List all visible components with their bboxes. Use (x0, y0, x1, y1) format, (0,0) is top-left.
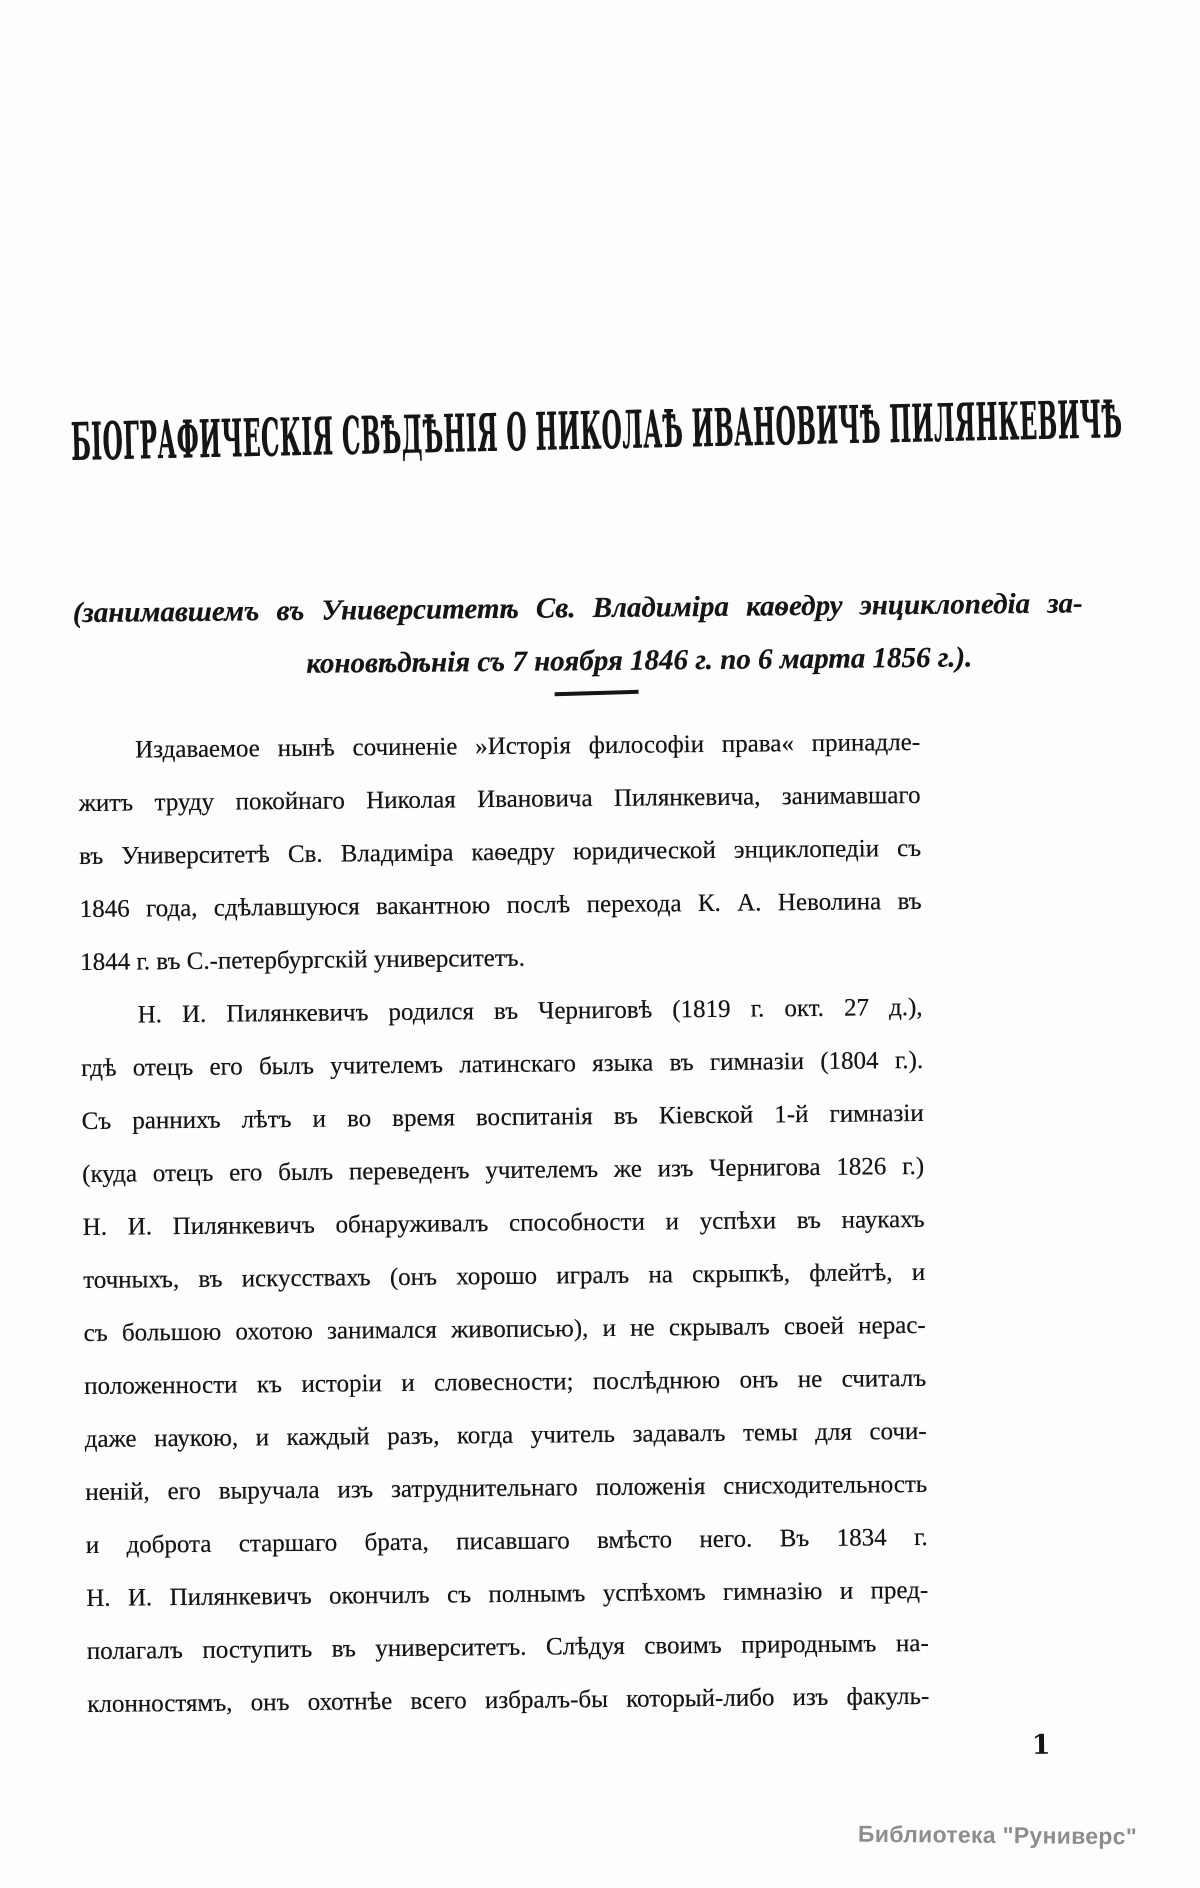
library-watermark: Библиотека "Руниверс" (857, 1820, 1138, 1850)
body-line: въ Университетѣ Св. Владиміра каѳедру юридической энциклопедіи съ (79, 834, 922, 870)
body-line: житъ труду покойнаго Николая Ивановича Пилянкевича, занимавшаго (78, 781, 921, 817)
body-line: 1844 г. въ С.-петербургскій университетъ. (80, 944, 526, 976)
body-line: Съ раннихъ лѣтъ и во время воспитанія въ Кіевской 1-й гимназіи (81, 1099, 924, 1135)
body-line: 1846 года, сдѣлавшуюся вакантною послѣ перехода К. А. Неволина въ (79, 887, 922, 923)
section-divider-rule (555, 690, 639, 697)
page-number: 1 (1031, 1729, 1051, 1761)
body-line: клонностямъ, онъ охотнѣе всего избралъ-бы который-либо изъ факуль- (87, 1682, 930, 1718)
body-line: полагалъ поступить въ университетъ. Слѣдуя своимъ природнымъ на- (86, 1629, 929, 1665)
body-line: гдѣ отецъ его былъ учителемъ латинскаго языка въ гимназіи (1804 г.). (81, 1046, 924, 1082)
body-text (78, 716, 930, 1731)
body-line: (куда отецъ его былъ переведенъ учителемъ же изъ Чернигова 1826 г.) (82, 1152, 925, 1188)
body-line: даже наукою, и каждый разъ, когда учитель задавалъ темы для сочи- (84, 1417, 927, 1453)
subtitle-line: (занимавшемъ въ Университетѣ Св. Владиміра каѳедру энциклопедіа за- (72, 587, 1083, 630)
page-title: БІОГРАФИЧЕСКІЯ СВѢДѢНІЯ О НИКОЛАѢ ИВАНОВИЧѢ ПИЛЯНКЕВИЧѢ (70, 389, 1123, 474)
body-line: неній, его выручала изъ затруднительнаго положенія снисходительность (85, 1470, 928, 1506)
body-line: точныхъ, въ искусствахъ (онъ хорошо игралъ на скрыпкѣ, флейтѣ, и (83, 1258, 926, 1294)
body-line: Н. И. Пилянкевичъ окончилъ съ полнымъ успѣхомъ гимназію и пред- (86, 1576, 929, 1612)
body-line: положенности къ исторіи и словесности; послѣднюю онъ не считалъ (84, 1364, 927, 1400)
subtitle-line: коновѣдѣнія съ 7 ноября 1846 г. по 6 марта 1856 г.). (306, 641, 973, 680)
body-line: Н. И. Пилянкевичъ родился въ Черниговѣ (1819 г. окт. 27 д.), (137, 993, 923, 1029)
subtitle-block (73, 577, 1084, 693)
body-line: Издаваемое нынѣ сочиненіе »Исторія философіи права« принадле- (134, 728, 921, 764)
body-line: и доброта старшаго брата, писавшаго вмѣсто него. Въ 1834 г. (85, 1523, 928, 1559)
body-line: Н. И. Пилянкевичъ обнаруживалъ способности и успѣхи въ наукахъ (82, 1205, 925, 1241)
body-line: съ большою охотою занимался живописью), и не скрывалъ своей нерас- (83, 1311, 926, 1347)
